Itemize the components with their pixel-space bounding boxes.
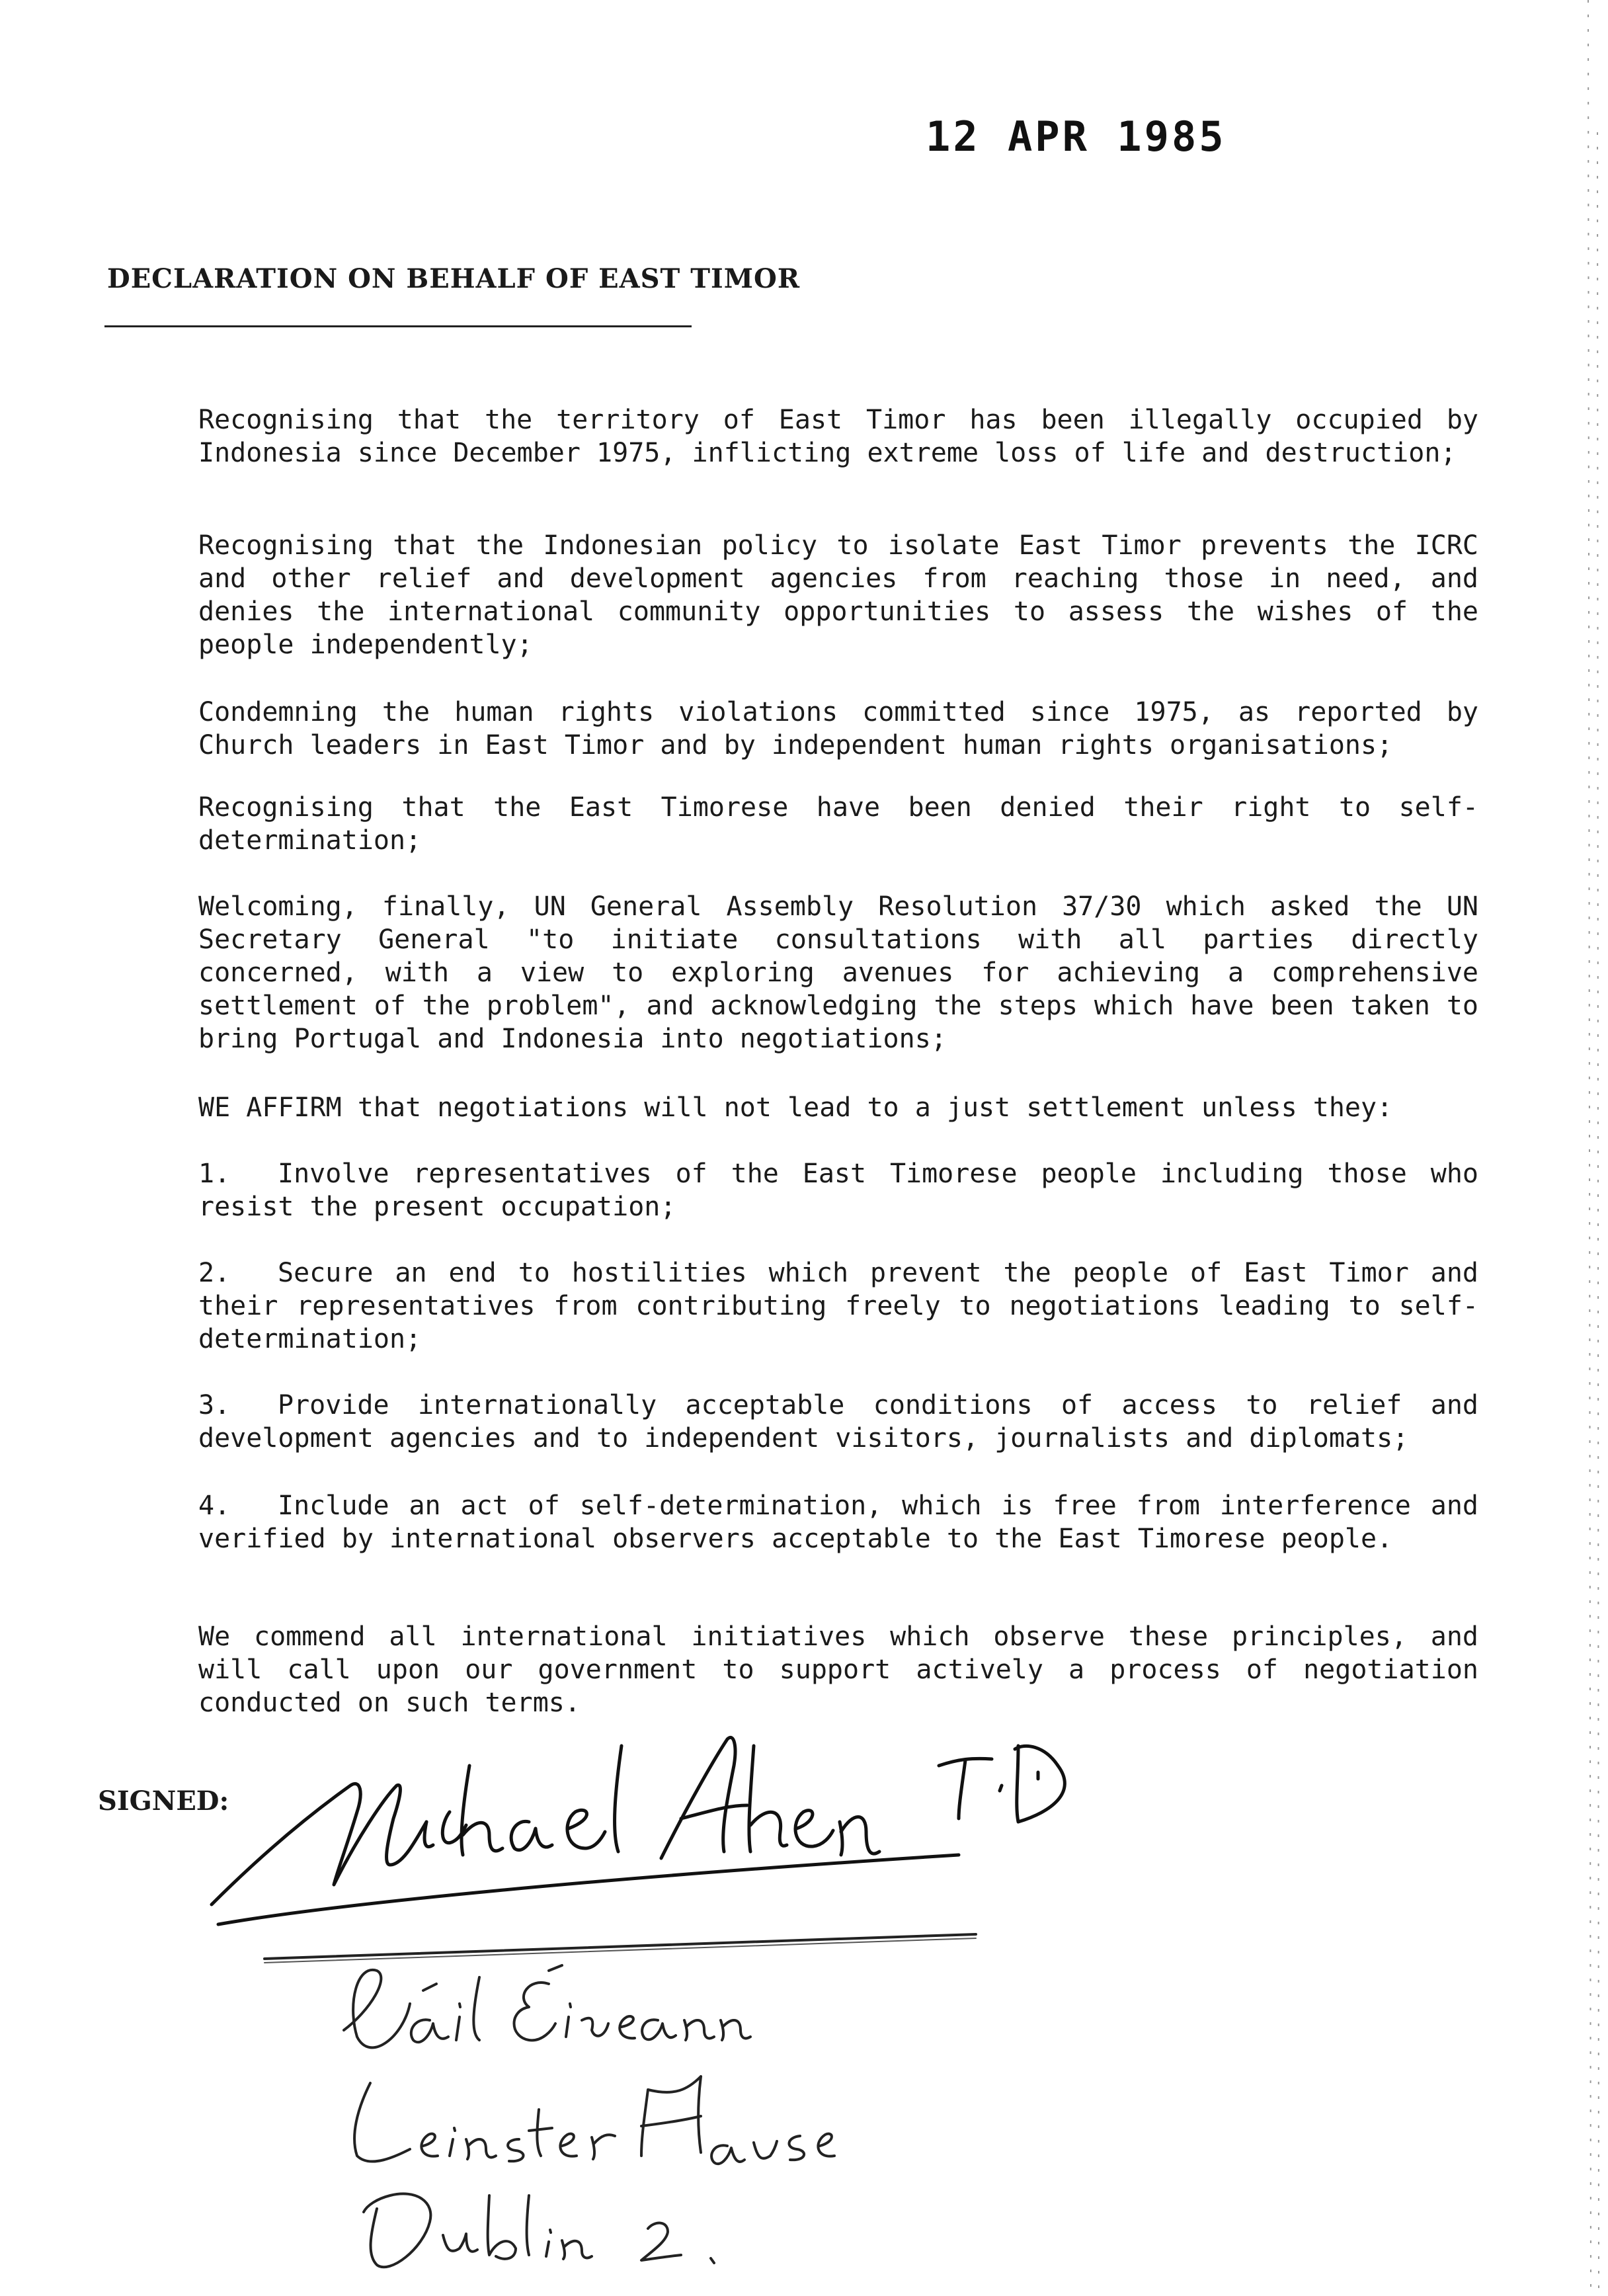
handwritten-address (331, 1957, 926, 2275)
condition-item-2 (198, 1256, 1478, 1356)
condition-item-4 (198, 1489, 1478, 1555)
handwritten-signature (198, 1706, 1124, 1957)
preamble-paragraph-3: Condemning the human rights violations committed since 1975, as reported by Church leaders in East Timor and by independent human rights organisations; (198, 697, 1478, 760)
signed-label: SIGNED: (98, 1785, 229, 1817)
preamble-paragraph-4: Recognising that the East Timorese have been denied their right to self-determination; (198, 792, 1478, 856)
condition-text: Provide internationally acceptable conditions of access to relief and development agencies and to independent visitors, journalists and diplomats; (198, 1390, 1478, 1454)
affirm-statement: WE AFFIRM that negotiations will not lead to a just settlement unless they: (198, 1092, 1393, 1123)
condition-number: 2. (198, 1258, 231, 1288)
title-underline (104, 325, 692, 327)
document-title: DECLARATION ON BEHALF OF EAST TIMOR (107, 263, 801, 294)
condition-text: Involve representatives of the East Timorese people including those who resist the present occupation; (198, 1159, 1478, 1222)
preamble-paragraph-2: Recognising that the Indonesian policy to isolate East Timor prevents the ICRC and other relief and development agencies from reaching those in need, and denies the international community opportunities to assess the wishes of the people independently; (198, 530, 1478, 660)
condition-text: Include an act of self-determination, which is free from interference and verified by international observers acceptable to the East Timorese people. (198, 1491, 1478, 1554)
scan-edge-marks (1568, 0, 1608, 2296)
preamble-paragraph-5: Welcoming, finally, UN General Assembly Resolution 37/30 which asked the UN Secretary General "to initiate consultations with all parties directly concerned, with a view to exploring avenues for achieving a comprehensive settlement of the problem", and acknowledging the steps which have been taken to bring Portugal and Indonesia into negotiations; (198, 891, 1478, 1054)
condition-text: Secure an end to hostilities which prevent the people of East Timor and their representatives from contributing freely to negotiations leading to self-determination; (198, 1258, 1478, 1354)
condition-item-1 (198, 1157, 1478, 1223)
condition-number: 3. (198, 1390, 231, 1420)
condition-number: 1. (198, 1159, 231, 1189)
condition-item-3 (198, 1389, 1478, 1455)
closing-paragraph: We commend all international initiatives which observe these principles, and will call upon our government to support actively a process of negotiation conducted on such terms. (198, 1621, 1478, 1718)
preamble-paragraph-1: Recognising that the territory of East Timor has been illegally occupied by Indonesia since December 1975, inflicting extreme loss of life and destruction; (198, 405, 1478, 468)
condition-number: 4. (198, 1491, 231, 1521)
date-stamp: 12 APR 1985 (926, 112, 1226, 161)
